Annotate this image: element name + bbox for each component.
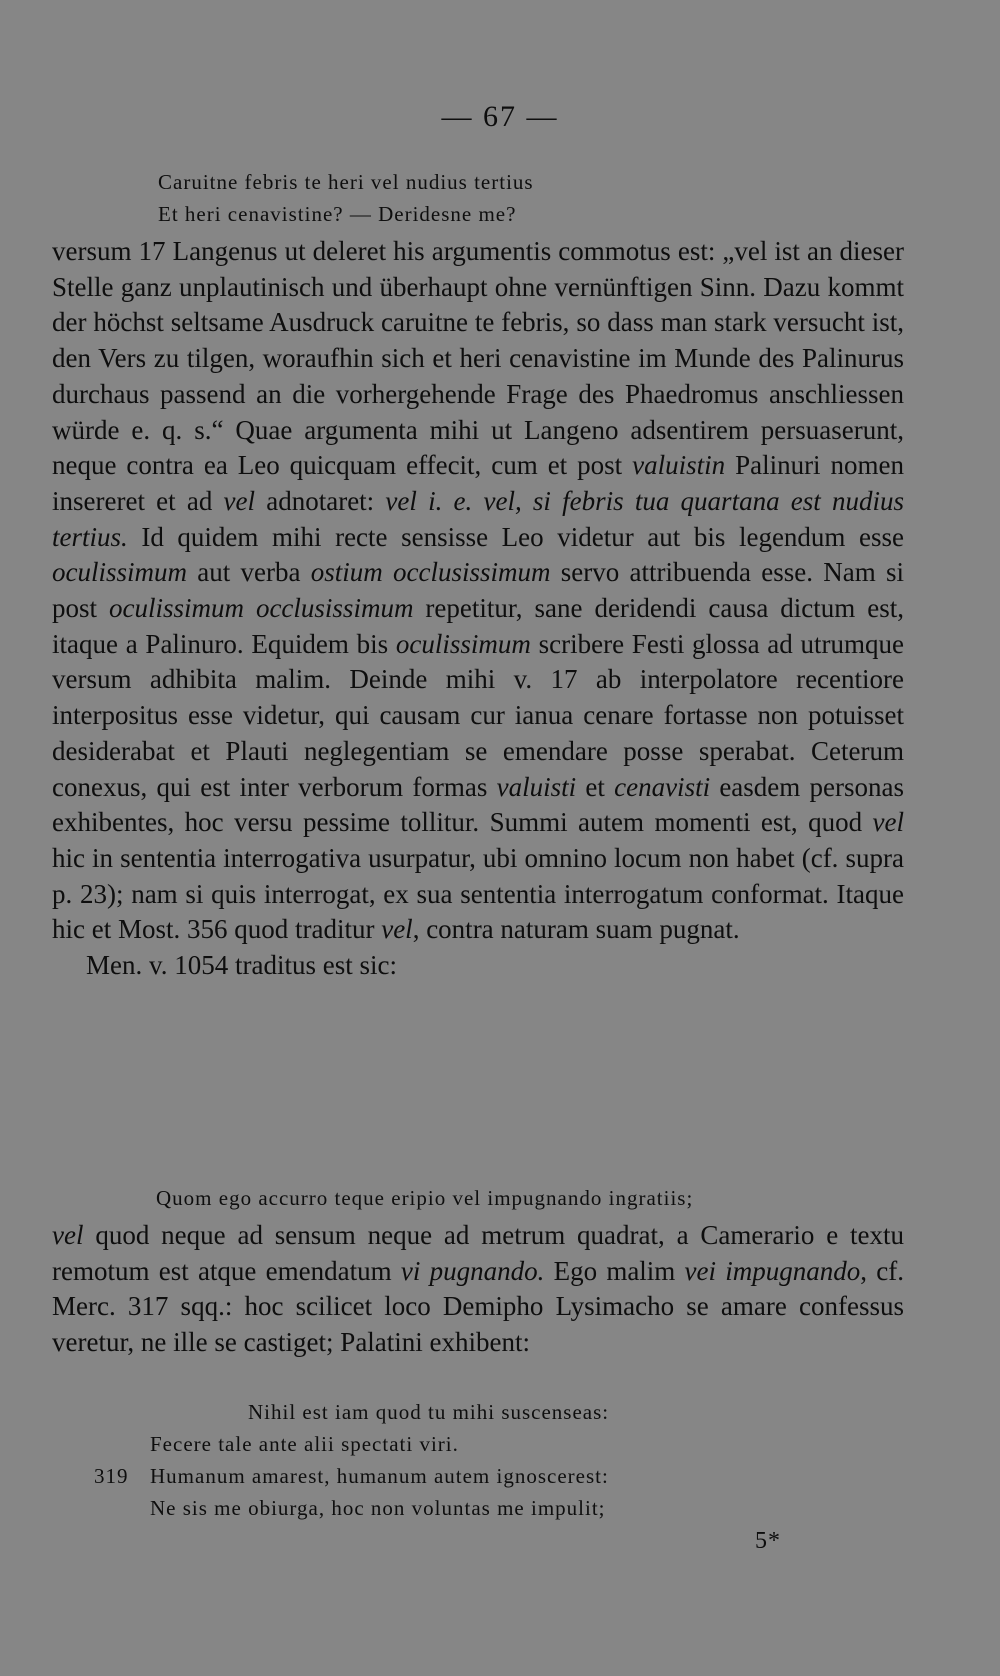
text-run: , contra naturam suam pugnat. xyxy=(412,914,740,945)
text-run: adnotaret: xyxy=(255,485,386,516)
text-run: hic in sententia interrogativa usurpatur, ubi omnino locum non habet (cf. supra p. 23); nam si quis interrogat, ex sua sententia interrogatum conformat. Itaque hic et Most. 356 quod traditur xyxy=(52,842,904,945)
italic-term: valuistin xyxy=(632,450,726,481)
verse-line: Nihil est iam quod tu mihi suscenseas: xyxy=(248,1400,610,1424)
italic-term: vel xyxy=(381,914,413,945)
verse-line: Ne sis me obiurga, hoc non voluntas me impulit; xyxy=(150,1496,606,1520)
italic-term: ostium occlusissimum xyxy=(310,557,551,588)
prose-block xyxy=(52,234,904,984)
italic-term: vel xyxy=(52,1220,84,1250)
italic-term: vel xyxy=(872,807,904,838)
text-run: easdem personas exhibentes, hoc versu pessime tollitur. Summi autem momenti est, quod xyxy=(52,771,905,838)
page-number: — 67 — xyxy=(441,100,559,133)
text-run: Ego malim xyxy=(544,1255,685,1286)
italic-term: vel xyxy=(223,485,256,516)
paragraph xyxy=(52,1218,904,1361)
italic-term: cenavisti xyxy=(614,771,711,802)
text-run: , cf. Merc. 317 sqq.: hoc scilicet loco Demipho Lysimacho se amare confessus veretur, ne ille se castiget; Palatini exhibent: xyxy=(52,1255,904,1358)
italic-term: vi pugnando. xyxy=(400,1255,545,1286)
italic-term: vel i. e. vel, si febris tua quartana est nudius tertius. xyxy=(52,485,904,552)
italic-term: oculissimum xyxy=(52,557,187,588)
verse-line: Quom ego accurro teque eripio vel impugnando ingratiis; xyxy=(156,1186,694,1210)
text-run: et xyxy=(576,771,615,802)
text-run: servo attribuenda esse. Nam si post xyxy=(52,557,904,624)
text-run: scribere Festi glossa ad utrumque versum adhibita malim. Deinde mihi v. 17 ab interpolatore recentiore interpositus esse videtur, qui causam cur ianua cenare fortasse non potuisset desiderabat et Plauti neglegentiam se emendare posse sperabat. Ceterum conexus, qui est inter verborum formas xyxy=(52,628,905,802)
italic-term: valuisti xyxy=(496,771,577,802)
text-run: repetitur, sane deridendi causa dictum est, itaque a Palinuro. Equidem bis xyxy=(52,593,904,659)
verse-line: Fecere tale ante alii spectati viri. xyxy=(150,1432,459,1456)
line-number: 319 xyxy=(94,1464,129,1488)
text-run: Palinuri nomen insereret et ad xyxy=(52,450,904,516)
text-run: aut verba xyxy=(187,557,311,588)
italic-term: oculissimum occlusissimum xyxy=(108,593,414,624)
paragraph: Men. v. 1054 traditus est sic: xyxy=(86,950,397,981)
prose-block xyxy=(52,1218,904,1361)
verse-line: Caruitne febris te heri vel nudius tertius xyxy=(158,170,534,194)
text-run: Id quidem mihi recte sensisse Leo videtur aut bis legendum esse xyxy=(127,521,904,552)
signature-mark: 5* xyxy=(755,1528,781,1554)
verse-line xyxy=(94,1464,609,1489)
paragraph xyxy=(52,234,904,948)
text-run: versum 17 Langenus ut deleret his argumentis commotus est: „vel ist an dieser Stelle ganz unplautinisch und überhaupt ohne vernünftigen Sinn. Dazu kommt der höchst seltsame Ausdruck caruitne te febris, so dass man stark versucht ist, den Vers zu tilgen, woraufhin sich et heri cenavistine im Munde des Palinurus durchaus passend an die vorhergehende Frage des Phaedromus anschliessen würde e. q. s.“ Quae argumenta mihi ut Langeno adsentirem persuaserunt, neque contra ea Leo quicquam effecit, cum et post xyxy=(52,236,904,481)
verse-line: Et heri cenavistine? — Deridesne me? xyxy=(158,202,517,226)
verse-text: Humanum amarest, humanum autem ignoscerest: xyxy=(150,1464,609,1488)
italic-term: vei impugnando xyxy=(684,1255,861,1286)
text-run: quod neque ad sensum neque ad metrum quadrat, a Camerario e textu remotum est atque emendatum xyxy=(52,1220,904,1286)
italic-term: oculissimum xyxy=(395,628,531,659)
